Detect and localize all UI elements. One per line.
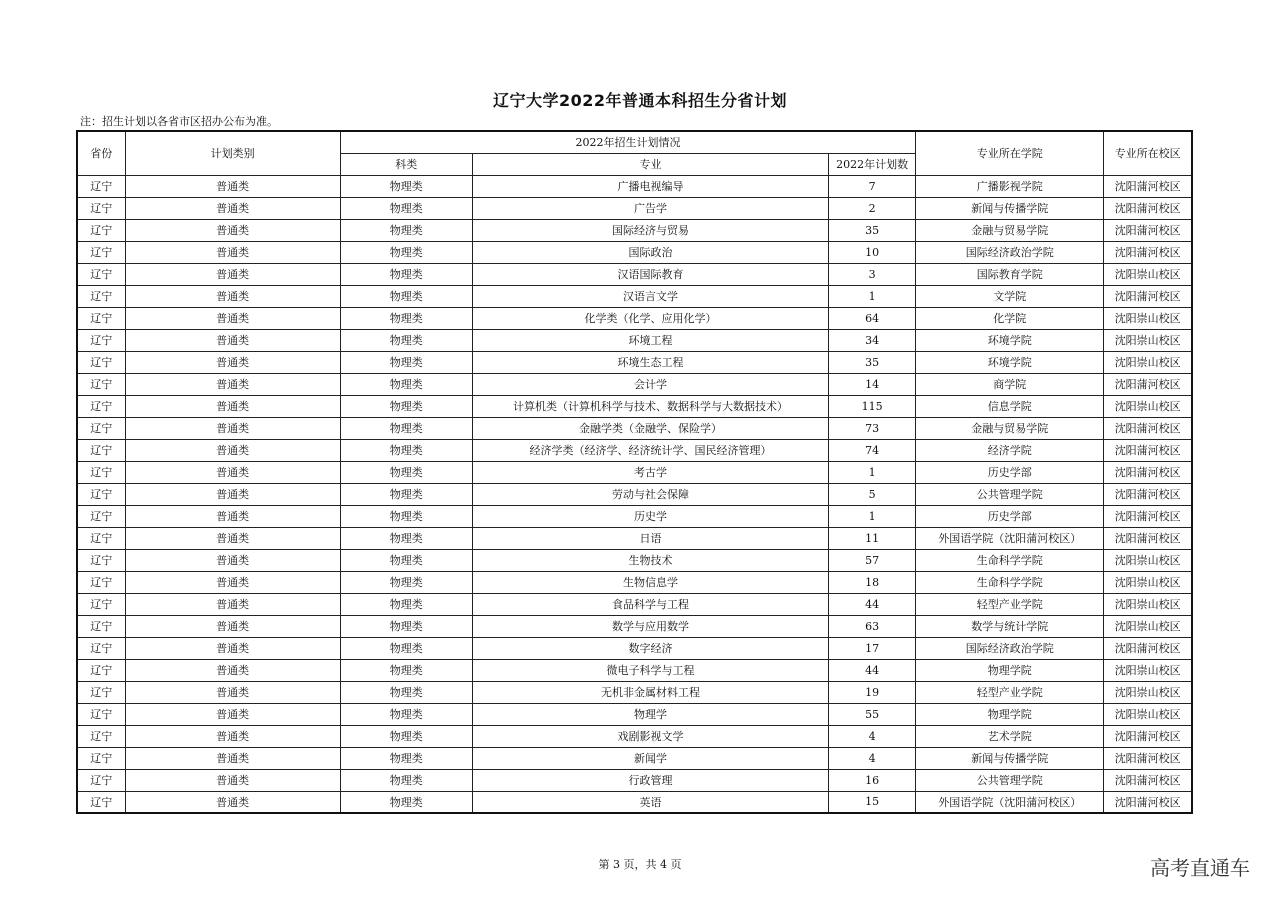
table-row (77, 439, 1192, 461)
cell-campus: 沈阳蒲河校区 (1104, 219, 1192, 241)
table-row (77, 197, 1192, 219)
cell-province: 辽宁 (77, 681, 125, 703)
table-row (77, 703, 1192, 725)
cell-subject: 物理类 (340, 747, 472, 769)
cell-college: 环境学院 (916, 329, 1104, 351)
cell-subject: 物理类 (340, 681, 472, 703)
table-row (77, 461, 1192, 483)
cell-count: 44 (829, 659, 916, 681)
cell-count: 73 (829, 417, 916, 439)
cell-campus: 沈阳蒲河校区 (1104, 285, 1192, 307)
cell-campus: 沈阳崇山校区 (1104, 263, 1192, 285)
cell-campus: 沈阳蒲河校区 (1104, 197, 1192, 219)
cell-province: 辽宁 (77, 285, 125, 307)
cell-major: 会计学 (472, 373, 828, 395)
cell-college: 历史学部 (916, 461, 1104, 483)
cell-college: 轻型产业学院 (916, 681, 1104, 703)
cell-campus: 沈阳崇山校区 (1104, 307, 1192, 329)
cell-college: 历史学部 (916, 505, 1104, 527)
cell-campus: 沈阳蒲河校区 (1104, 439, 1192, 461)
cell-count: 18 (829, 571, 916, 593)
cell-college: 信息学院 (916, 395, 1104, 417)
cell-count: 19 (829, 681, 916, 703)
table-row (77, 219, 1192, 241)
cell-subject: 物理类 (340, 461, 472, 483)
cell-plan-type: 普通类 (125, 527, 340, 549)
cell-count: 5 (829, 483, 916, 505)
cell-college: 商学院 (916, 373, 1104, 395)
cell-major: 数字经济 (472, 637, 828, 659)
table-row (77, 681, 1192, 703)
cell-province: 辽宁 (77, 527, 125, 549)
table-row (77, 241, 1192, 263)
page-title: 辽宁大学2022年普通本科招生分省计划 (492, 91, 788, 110)
header-campus: 专业所在校区 (1104, 131, 1192, 175)
cell-plan-type: 普通类 (125, 593, 340, 615)
cell-count: 64 (829, 307, 916, 329)
cell-plan-type: 普通类 (125, 681, 340, 703)
cell-province: 辽宁 (77, 373, 125, 395)
cell-subject: 物理类 (340, 615, 472, 637)
cell-plan-type: 普通类 (125, 373, 340, 395)
table-row (77, 175, 1192, 197)
header-count: 2022年计划数 (829, 153, 916, 175)
cell-plan-type: 普通类 (125, 637, 340, 659)
cell-subject: 物理类 (340, 197, 472, 219)
cell-plan-type: 普通类 (125, 571, 340, 593)
table-row (77, 769, 1192, 791)
cell-count: 1 (829, 505, 916, 527)
cell-subject: 物理类 (340, 527, 472, 549)
cell-campus: 沈阳蒲河校区 (1104, 461, 1192, 483)
cell-subject: 物理类 (340, 373, 472, 395)
cell-count: 4 (829, 747, 916, 769)
cell-province: 辽宁 (77, 769, 125, 791)
cell-count: 10 (829, 241, 916, 263)
cell-count: 35 (829, 219, 916, 241)
table-row (77, 263, 1192, 285)
cell-campus: 沈阳崇山校区 (1104, 681, 1192, 703)
cell-subject: 物理类 (340, 285, 472, 307)
cell-subject: 物理类 (340, 241, 472, 263)
cell-province: 辽宁 (77, 747, 125, 769)
cell-subject: 物理类 (340, 329, 472, 351)
cell-college: 国际教育学院 (916, 263, 1104, 285)
note-text: 注：招生计划以各省市区招办公布为准。 (80, 115, 278, 128)
cell-major: 经济学类（经济学、经济统计学、国民经济管理） (472, 439, 828, 461)
header-plan-group: 2022年招生计划情况 (340, 131, 916, 153)
cell-campus: 沈阳崇山校区 (1104, 549, 1192, 571)
cell-major: 无机非金属材料工程 (472, 681, 828, 703)
cell-count: 4 (829, 725, 916, 747)
cell-campus: 沈阳蒲河校区 (1104, 527, 1192, 549)
cell-campus: 沈阳蒲河校区 (1104, 769, 1192, 791)
cell-subject: 物理类 (340, 505, 472, 527)
cell-count: 34 (829, 329, 916, 351)
table-row (77, 351, 1192, 373)
cell-plan-type: 普通类 (125, 329, 340, 351)
cell-province: 辽宁 (77, 659, 125, 681)
header-province: 省份 (77, 131, 125, 175)
cell-plan-type: 普通类 (125, 505, 340, 527)
cell-subject: 物理类 (340, 219, 472, 241)
table-row (77, 571, 1192, 593)
table-row (77, 747, 1192, 769)
cell-plan-type: 普通类 (125, 351, 340, 373)
cell-province: 辽宁 (77, 175, 125, 197)
table-row (77, 615, 1192, 637)
cell-province: 辽宁 (77, 549, 125, 571)
cell-count: 1 (829, 461, 916, 483)
cell-plan-type: 普通类 (125, 659, 340, 681)
cell-college: 广播影视学院 (916, 175, 1104, 197)
cell-college: 艺术学院 (916, 725, 1104, 747)
cell-count: 35 (829, 351, 916, 373)
cell-major: 行政管理 (472, 769, 828, 791)
cell-province: 辽宁 (77, 439, 125, 461)
cell-college: 公共管理学院 (916, 483, 1104, 505)
cell-campus: 沈阳蒲河校区 (1104, 725, 1192, 747)
cell-college: 数学与统计学院 (916, 615, 1104, 637)
table-row (77, 637, 1192, 659)
cell-plan-type: 普通类 (125, 549, 340, 571)
cell-college: 文学院 (916, 285, 1104, 307)
cell-major: 戏剧影视文学 (472, 725, 828, 747)
cell-province: 辽宁 (77, 307, 125, 329)
header-subject: 科类 (340, 153, 472, 175)
cell-campus: 沈阳蒲河校区 (1104, 373, 1192, 395)
cell-province: 辽宁 (77, 219, 125, 241)
cell-campus: 沈阳崇山校区 (1104, 659, 1192, 681)
cell-college: 化学院 (916, 307, 1104, 329)
table-row (77, 791, 1192, 813)
cell-subject: 物理类 (340, 637, 472, 659)
cell-college: 国际经济政治学院 (916, 241, 1104, 263)
cell-college: 新闻与传播学院 (916, 197, 1104, 219)
cell-subject: 物理类 (340, 483, 472, 505)
table-row (77, 417, 1192, 439)
cell-subject: 物理类 (340, 439, 472, 461)
cell-province: 辽宁 (77, 703, 125, 725)
header-college: 专业所在学院 (916, 131, 1104, 175)
cell-major: 环境生态工程 (472, 351, 828, 373)
cell-campus: 沈阳蒲河校区 (1104, 483, 1192, 505)
cell-college: 公共管理学院 (916, 769, 1104, 791)
table-row (77, 373, 1192, 395)
cell-subject: 物理类 (340, 571, 472, 593)
cell-province: 辽宁 (77, 725, 125, 747)
cell-major: 新闻学 (472, 747, 828, 769)
cell-province: 辽宁 (77, 197, 125, 219)
cell-college: 外国语学院（沈阳蒲河校区） (916, 791, 1104, 813)
cell-plan-type: 普通类 (125, 725, 340, 747)
cell-province: 辽宁 (77, 351, 125, 373)
table-row (77, 725, 1192, 747)
table-row (77, 549, 1192, 571)
cell-count: 7 (829, 175, 916, 197)
cell-plan-type: 普通类 (125, 307, 340, 329)
cell-campus: 沈阳崇山校区 (1104, 571, 1192, 593)
cell-province: 辽宁 (77, 483, 125, 505)
cell-count: 63 (829, 615, 916, 637)
cell-campus: 沈阳蒲河校区 (1104, 505, 1192, 527)
cell-campus: 沈阳崇山校区 (1104, 703, 1192, 725)
cell-plan-type: 普通类 (125, 439, 340, 461)
cell-count: 57 (829, 549, 916, 571)
cell-college: 生命科学学院 (916, 549, 1104, 571)
cell-province: 辽宁 (77, 241, 125, 263)
cell-plan-type: 普通类 (125, 615, 340, 637)
table-row (77, 307, 1192, 329)
cell-college: 物理学院 (916, 703, 1104, 725)
cell-campus: 沈阳蒲河校区 (1104, 791, 1192, 813)
table-row (77, 329, 1192, 351)
cell-campus: 沈阳蒲河校区 (1104, 241, 1192, 263)
header-plan-type: 计划类别 (125, 131, 340, 175)
cell-plan-type: 普通类 (125, 263, 340, 285)
cell-province: 辽宁 (77, 417, 125, 439)
cell-campus: 沈阳蒲河校区 (1104, 175, 1192, 197)
cell-province: 辽宁 (77, 505, 125, 527)
cell-count: 2 (829, 197, 916, 219)
cell-campus: 沈阳蒲河校区 (1104, 747, 1192, 769)
cell-college: 经济学院 (916, 439, 1104, 461)
cell-major: 广告学 (472, 197, 828, 219)
cell-campus: 沈阳蒲河校区 (1104, 637, 1192, 659)
cell-major: 劳动与社会保障 (472, 483, 828, 505)
page-footer: 第 3 页，共 4 页 (598, 858, 682, 871)
table-row (77, 395, 1192, 417)
cell-major: 食品科学与工程 (472, 593, 828, 615)
cell-subject: 物理类 (340, 769, 472, 791)
cell-count: 115 (829, 395, 916, 417)
cell-college: 新闻与传播学院 (916, 747, 1104, 769)
cell-plan-type: 普通类 (125, 417, 340, 439)
cell-campus: 沈阳崇山校区 (1104, 615, 1192, 637)
cell-major: 英语 (472, 791, 828, 813)
cell-campus: 沈阳崇山校区 (1104, 329, 1192, 351)
cell-plan-type: 普通类 (125, 747, 340, 769)
cell-college: 轻型产业学院 (916, 593, 1104, 615)
cell-count: 55 (829, 703, 916, 725)
cell-major: 国际经济与贸易 (472, 219, 828, 241)
cell-plan-type: 普通类 (125, 219, 340, 241)
cell-subject: 物理类 (340, 417, 472, 439)
cell-subject: 物理类 (340, 395, 472, 417)
cell-campus: 沈阳崇山校区 (1104, 395, 1192, 417)
cell-major: 广播电视编导 (472, 175, 828, 197)
cell-province: 辽宁 (77, 791, 125, 813)
cell-major: 生物技术 (472, 549, 828, 571)
table-row (77, 527, 1192, 549)
cell-major: 历史学 (472, 505, 828, 527)
cell-major: 汉语国际教育 (472, 263, 828, 285)
enrollment-plan-table (76, 130, 1193, 814)
cell-major: 物理学 (472, 703, 828, 725)
cell-campus: 沈阳蒲河校区 (1104, 417, 1192, 439)
cell-count: 3 (829, 263, 916, 285)
cell-major: 微电子科学与工程 (472, 659, 828, 681)
cell-subject: 物理类 (340, 703, 472, 725)
cell-major: 日语 (472, 527, 828, 549)
cell-major: 数学与应用数学 (472, 615, 828, 637)
cell-count: 74 (829, 439, 916, 461)
cell-count: 1 (829, 285, 916, 307)
cell-plan-type: 普通类 (125, 241, 340, 263)
cell-major: 化学类（化学、应用化学） (472, 307, 828, 329)
cell-college: 金融与贸易学院 (916, 219, 1104, 241)
cell-campus: 沈阳崇山校区 (1104, 593, 1192, 615)
cell-plan-type: 普通类 (125, 483, 340, 505)
cell-count: 44 (829, 593, 916, 615)
cell-count: 11 (829, 527, 916, 549)
table-row (77, 659, 1192, 681)
cell-plan-type: 普通类 (125, 791, 340, 813)
watermark-text: 高考直通车 (1150, 856, 1250, 880)
cell-plan-type: 普通类 (125, 461, 340, 483)
cell-count: 17 (829, 637, 916, 659)
cell-subject: 物理类 (340, 593, 472, 615)
cell-subject: 物理类 (340, 791, 472, 813)
cell-province: 辽宁 (77, 263, 125, 285)
cell-count: 15 (829, 791, 916, 813)
table-row (77, 505, 1192, 527)
cell-province: 辽宁 (77, 329, 125, 351)
header-major: 专业 (472, 153, 828, 175)
cell-college: 国际经济政治学院 (916, 637, 1104, 659)
cell-province: 辽宁 (77, 461, 125, 483)
cell-subject: 物理类 (340, 549, 472, 571)
cell-province: 辽宁 (77, 637, 125, 659)
cell-campus: 沈阳崇山校区 (1104, 351, 1192, 373)
cell-subject: 物理类 (340, 307, 472, 329)
cell-plan-type: 普通类 (125, 175, 340, 197)
cell-subject: 物理类 (340, 351, 472, 373)
cell-province: 辽宁 (77, 571, 125, 593)
cell-college: 生命科学学院 (916, 571, 1104, 593)
cell-major: 汉语言文学 (472, 285, 828, 307)
cell-plan-type: 普通类 (125, 197, 340, 219)
cell-subject: 物理类 (340, 175, 472, 197)
cell-major: 生物信息学 (472, 571, 828, 593)
table-body (77, 175, 1192, 813)
cell-college: 金融与贸易学院 (916, 417, 1104, 439)
cell-count: 16 (829, 769, 916, 791)
cell-province: 辽宁 (77, 593, 125, 615)
cell-plan-type: 普通类 (125, 285, 340, 307)
cell-college: 物理学院 (916, 659, 1104, 681)
cell-province: 辽宁 (77, 615, 125, 637)
cell-major: 国际政治 (472, 241, 828, 263)
cell-college: 外国语学院（沈阳蒲河校区） (916, 527, 1104, 549)
cell-major: 计算机类（计算机科学与技术、数据科学与大数据技术） (472, 395, 828, 417)
table-row (77, 483, 1192, 505)
cell-count: 14 (829, 373, 916, 395)
cell-subject: 物理类 (340, 263, 472, 285)
cell-college: 环境学院 (916, 351, 1104, 373)
cell-major: 考古学 (472, 461, 828, 483)
cell-major: 环境工程 (472, 329, 828, 351)
cell-plan-type: 普通类 (125, 395, 340, 417)
table-row (77, 285, 1192, 307)
cell-plan-type: 普通类 (125, 769, 340, 791)
cell-subject: 物理类 (340, 725, 472, 747)
cell-subject: 物理类 (340, 659, 472, 681)
table-row (77, 593, 1192, 615)
cell-major: 金融学类（金融学、保险学） (472, 417, 828, 439)
cell-province: 辽宁 (77, 395, 125, 417)
cell-plan-type: 普通类 (125, 703, 340, 725)
